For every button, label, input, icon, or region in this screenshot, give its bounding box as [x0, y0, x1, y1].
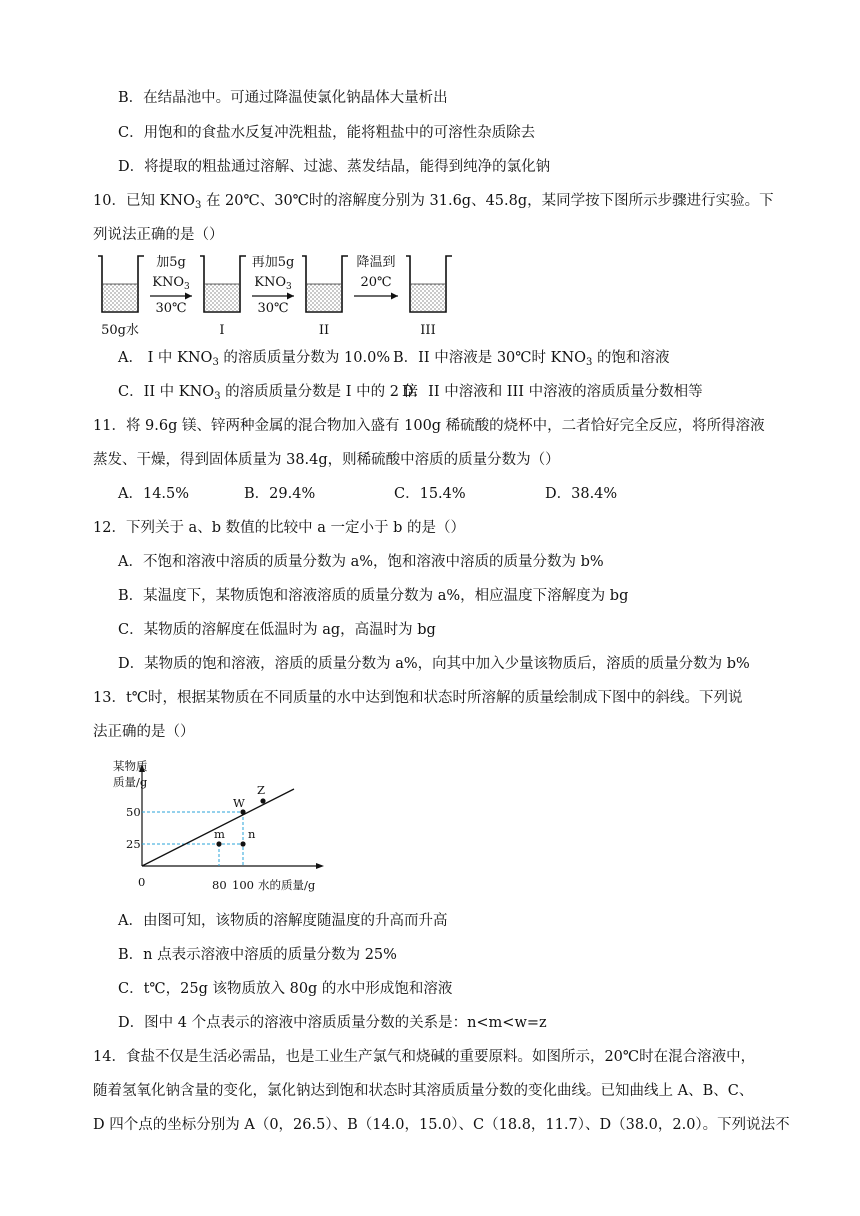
y-tick-25: 25 — [126, 837, 141, 851]
q12-option-a: A．不饱和溶液中溶质的质量分数为 a%，饱和溶液中溶质的质量分数为 b% — [118, 554, 604, 570]
beaker-ii — [302, 256, 348, 312]
arrow-step1 — [150, 293, 192, 300]
beaker-50g-water — [98, 256, 144, 312]
q11-stem-line1: 11．将 9.6g 镁、锌两种金属的混合物加入盛有 100g 稀硫酸的烧杯中，二者恰好完全反应，将所得溶液 — [93, 418, 765, 434]
q9-option-d: D．将提取的粗盐通过溶解、过滤、蒸发结晶，能得到纯净的氯化钠 — [118, 159, 551, 175]
point-z — [260, 798, 265, 803]
q10-option-a: A． I 中 $KNO_3$ 的溶质质量分数为 10.0% — [118, 350, 391, 368]
q9-option-b: B．在结晶池中。可通过降温使氯化钠晶体大量析出 — [118, 90, 448, 106]
q10-option-b: B．II 中溶液是 30℃时 $KNO_3$ 的饱和溶液 — [393, 350, 670, 368]
step1-label-bot: 30℃ — [155, 301, 187, 316]
q14-stem-line3: D 四个点的坐标分别为 A（0，26.5）、B（14.0，15.0）、C（18.8，11.7）、D（38.0，2.0）。下列说法不 — [93, 1117, 790, 1133]
q12-option-b: B．某温度下，某物质饱和溶液溶质的质量分数为 a%，相应温度下溶解度为 bg — [118, 588, 629, 604]
q13-option-b: B．n 点表示溶液中溶质的质量分数为 25% — [118, 947, 397, 963]
x-tick-100: 100 — [232, 878, 254, 892]
q11-option-a: A．14.5% — [118, 486, 190, 502]
q13-graph — [112, 758, 342, 898]
q13-option-d: D．图中 4 个点表示的溶液中溶质质量分数的关系是：n<m<w=z — [118, 1015, 547, 1031]
q12-option-c: C．某物质的溶解度在低温时为 ag，高温时为 bg — [118, 622, 436, 638]
beaker-iii — [406, 256, 452, 312]
point-m-label: m — [214, 827, 225, 841]
q11-option-d: D．38.4% — [545, 486, 618, 502]
y-axis-label-1: 某物质 — [113, 759, 148, 773]
point-m — [216, 841, 221, 846]
beaker-label-i: I — [219, 323, 225, 338]
q13-stem-line1: 13．t℃时，根据某物质在不同质量的水中达到饱和状态时所溶解的质量绘制成下图中的斜线。下列说 — [93, 690, 743, 706]
step2-label-bot: 30℃ — [257, 301, 289, 316]
q10-beaker-diagram — [92, 250, 452, 342]
beaker-label-ii: II — [318, 323, 330, 338]
x-axis-label: 水的质量/g — [258, 878, 316, 892]
beaker-label-iii: III — [420, 323, 436, 338]
q11-stem-line2: 蒸发、干燥，得到固体质量为 38.4g，则稀硫酸中溶质的质量分数为（） — [93, 452, 560, 468]
q11-option-b: B．29.4% — [244, 486, 316, 502]
y-tick-50: 50 — [126, 805, 141, 819]
step3-label-top: 降温到 — [356, 255, 396, 270]
step1-label-top: 加5g — [156, 255, 186, 270]
origin-label: 0 — [138, 875, 146, 889]
q10-option-c: C．II 中 $KNO_3$ 的溶质质量分数是 I 中的 2 倍 — [118, 384, 419, 402]
q13-option-c: C．t℃，25g 该物质放入 80g 的水中形成饱和溶液 — [118, 981, 453, 997]
point-n — [240, 841, 245, 846]
step1-label-mid: $KNO_3$ — [152, 275, 190, 292]
q10-stem-line1: 10．已知 $KNO_3$ 在 20℃、30℃时的溶解度分别为 31.6g、45.8g，某同学按下图所示步骤进行实验。下 — [93, 193, 774, 211]
q10-option-d: D．II 中溶液和 III 中溶液的溶质质量分数相等 — [402, 384, 703, 400]
arrow-step3 — [354, 293, 398, 300]
q12-option-d: D．某物质的饱和溶液，溶质的质量分数为 a%，向其中加入少量该物质后，溶质的质量分数为 b% — [118, 656, 750, 672]
y-axis-label-2: 质量/g — [113, 775, 148, 789]
step2-label-mid: $KNO_3$ — [254, 275, 292, 292]
q10-stem-line2: 列说法正确的是（） — [93, 227, 224, 243]
point-z-label: Z — [257, 783, 265, 797]
arrow-step2 — [252, 293, 294, 300]
x-tick-80: 80 — [212, 878, 227, 892]
point-w — [240, 809, 245, 814]
q9-option-c: C．用饱和的食盐水反复冲洗粗盐，能将粗盐中的可溶性杂质除去 — [118, 125, 536, 141]
q14-stem-line2: 随着氢氧化钠含量的变化，氯化钠达到饱和状态时其溶质质量分数的变化曲线。已知曲线上 A、B、C、 — [93, 1083, 754, 1099]
step2-label-top: 再加5g — [251, 255, 295, 270]
q14-stem-line1: 14．食盐不仅是生活必需品，也是工业生产氯气和烧碱的重要原料。如图所示，20℃时在混合溶液中， — [93, 1049, 756, 1065]
q13-option-a: A．由图可知，该物质的溶解度随温度的升高而升高 — [118, 913, 448, 929]
beaker-i — [200, 256, 246, 312]
q13-stem-line2: 法正确的是（） — [93, 724, 195, 740]
step3-label-mid: 20℃ — [360, 275, 392, 290]
point-w-label: W — [233, 796, 245, 810]
point-n-label: n — [248, 827, 256, 841]
beaker-label-water: 50g水 — [101, 323, 139, 338]
q12-stem: 12．下列关于 a、b 数值的比较中 a 一定小于 b 的是（） — [93, 520, 465, 536]
q11-option-c: C．15.4% — [394, 486, 466, 502]
